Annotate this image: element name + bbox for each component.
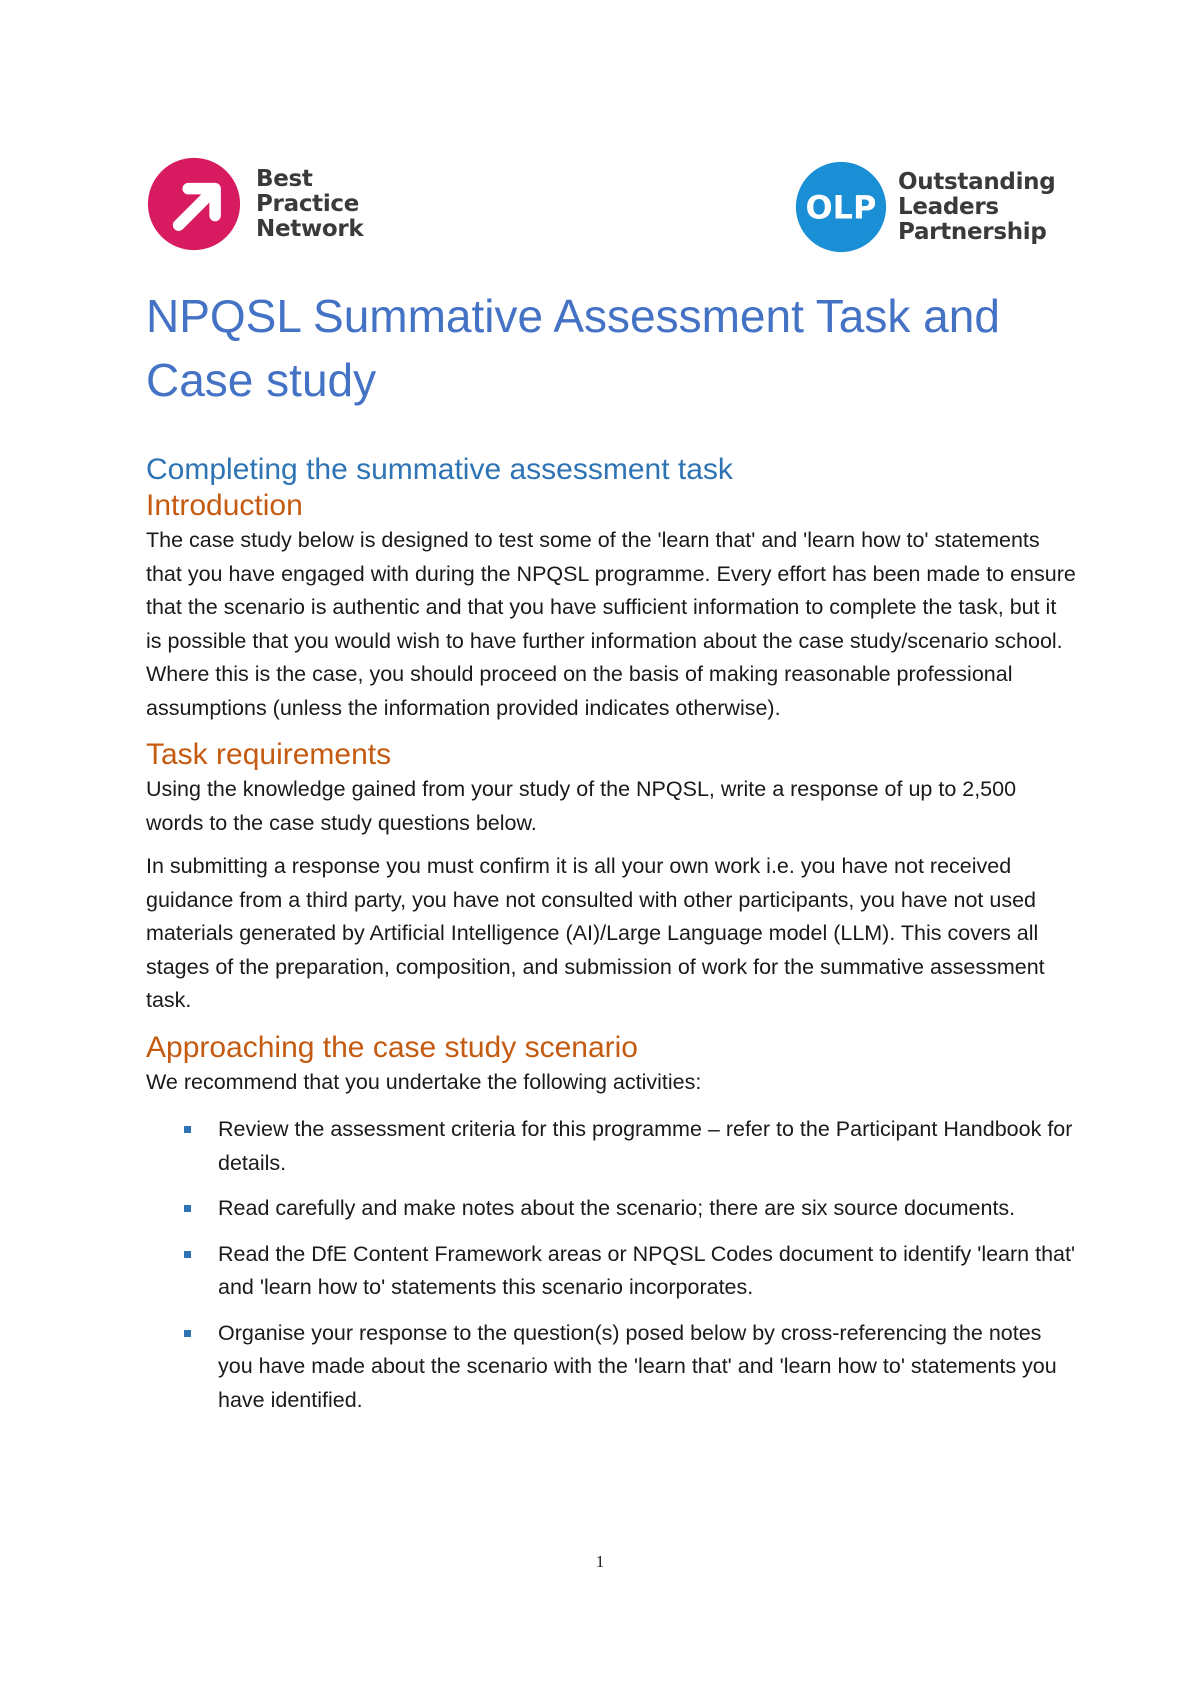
logo-left-line-1: Best — [256, 165, 313, 192]
arrow-circle-logo-icon — [146, 156, 242, 252]
olp-circle-logo-icon — [794, 160, 888, 254]
best-practice-network-wordmark — [256, 167, 363, 242]
approaching-intro: We recommend that you undertake the following activities: — [146, 1069, 702, 1094]
logo-right-line-2: Leaders — [898, 193, 999, 220]
task-requirements-paragraph-2: In submitting a response you must confirm it is all your own work i.e. you have not received guidance from a third party, you have not consulted with other participants, you have not used materials generated by Artificial Intelligence (AI)/Large Language model (LLM). This covers all stages of the preparation, composition, and submission of work for the summative assessment task. — [146, 854, 1045, 1012]
logo-right-line-3: Partnership — [898, 218, 1047, 245]
olp-mark-text: OLP — [805, 188, 877, 227]
document-title: NPQSL Summative Assessment Task and Case study — [146, 290, 1000, 406]
document-body — [146, 452, 1076, 1429]
olp-wordmark — [898, 170, 1055, 245]
activities-list — [146, 1113, 1076, 1417]
approaching-heading: Approaching the case study scenario — [146, 1030, 638, 1064]
logo-right-line-1: Outstanding — [898, 168, 1056, 195]
logo-left-line-3: Network — [256, 215, 364, 242]
square-bullet-icon — [184, 1251, 191, 1258]
list-item — [146, 1238, 1076, 1305]
introduction-heading: Introduction — [146, 489, 303, 522]
completing-heading: Completing the summative assessment task — [146, 453, 733, 486]
list-item — [146, 1113, 1076, 1180]
list-item-text: Read carefully and make notes about the scenario; there are six source documents. — [218, 1196, 1016, 1220]
introduction-paragraph: The case study below is designed to test some of the 'learn that' and 'learn how to' statements that you have engaged with during the NPQSL programme. Every effort has been made to ensure that the scenario is authentic and that you have sufficient information to complete the task, but it is possible that you would wish to have further information about the case study/scenario school. Where this is the case, you should proceed on the basis of making reasonable professional assumptions (unless the information provided indicates otherwise). — [146, 528, 1076, 720]
square-bullet-icon — [184, 1126, 191, 1133]
square-bullet-icon — [184, 1205, 191, 1212]
list-item — [146, 1317, 1076, 1418]
task-requirements-paragraph-1: Using the knowledge gained from your study of the NPQSL, write a response of up to 2,500 words to the case study questions below. — [146, 777, 1017, 835]
list-item — [146, 1192, 1076, 1226]
list-item-text: Review the assessment criteria for this programme – refer to the Participant Handbook for details. — [218, 1117, 1073, 1175]
square-bullet-icon — [184, 1330, 191, 1337]
task-requirements-heading: Task requirements — [146, 738, 392, 771]
page-number: 1 — [595, 1552, 605, 1571]
list-item-text: Organise your response to the question(s) posed below by cross-referencing the notes you have made about the scenario with the 'learn that' and 'learn how to' statements you have identified. — [218, 1320, 1057, 1412]
best-practice-network-logo — [146, 156, 363, 252]
outstanding-leaders-partnership-logo — [794, 160, 1055, 254]
list-item-text: Read the DfE Content Framework areas or NPQSL Codes document to identify 'learn that' and 'learn how to' statements this scenario incorporates. — [218, 1241, 1076, 1299]
logo-left-line-2: Practice — [256, 190, 360, 217]
